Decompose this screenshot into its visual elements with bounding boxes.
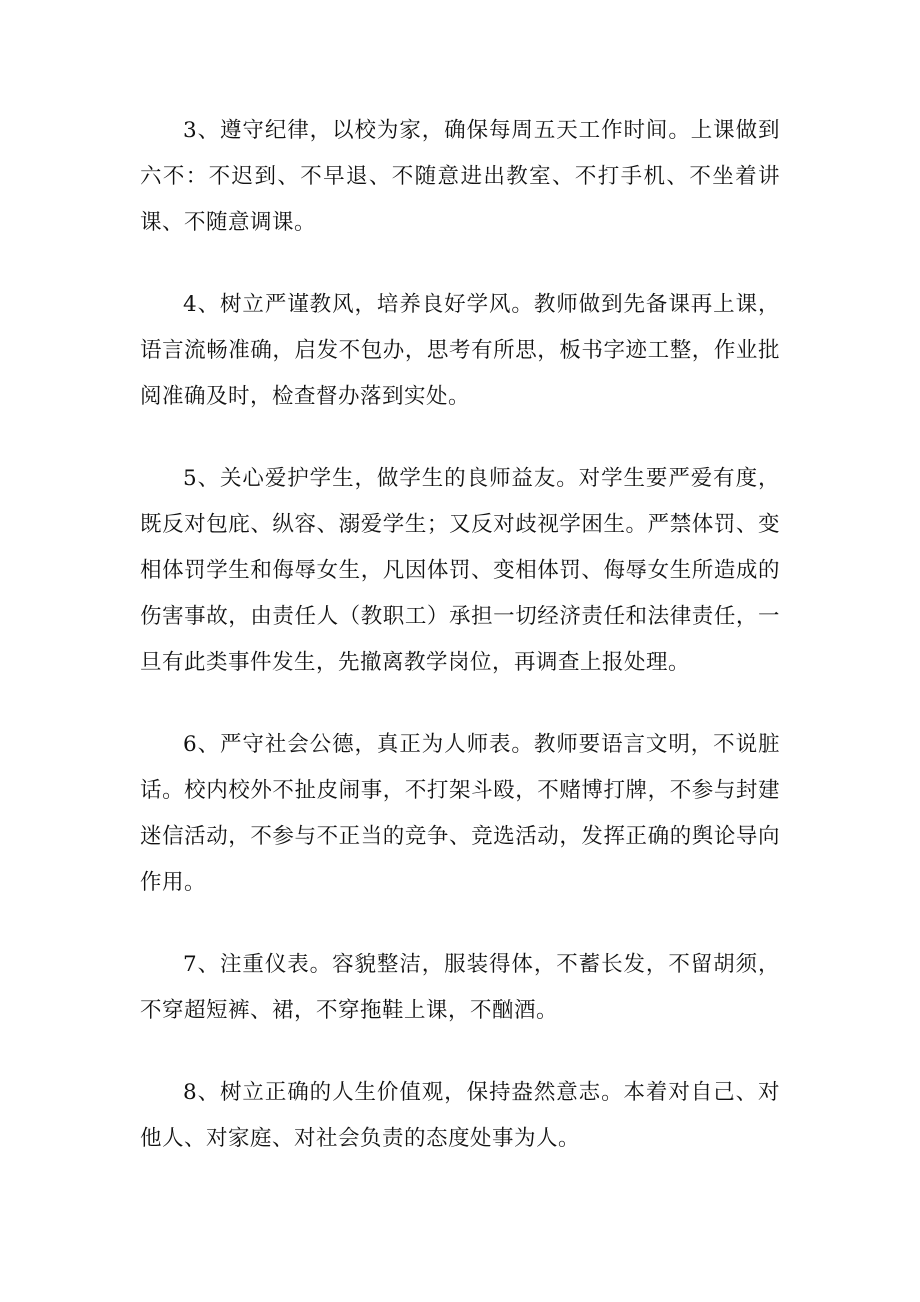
- paragraph-5: 5、关心爱护学生，做学生的良师益友。对学生要严爱有度，既反对包庇、纵容、溺爱学生；又反对歧视学困生。严禁体罚、变相体罚学生和侮辱女生，凡因体罚、变相体罚、侮辱女生所造成的伤害事故，由责任人（教职工）承担一切经济责任和法律责任，一旦有此类事件发生，先撤离教学岗位，再调查上报处理。: [140, 466, 780, 675]
- paragraph-8: 8、树立正确的人生价值观，保持盎然意志。本着对自己、对他人、对家庭、对社会负责的态度处事为人。: [140, 1080, 780, 1151]
- document-body: [140, 108, 780, 1198]
- paragraph-7: 7、注重仪表。容貌整洁，服装得体，不蓄长发，不留胡须，不穿超短裤、裙，不穿拖鞋上课，不酗酒。: [140, 952, 780, 1023]
- paragraph-3: 3、遵守纪律，以校为家，确保每周五天工作时间。上课做到六不：不迟到、不早退、不随意进出教室、不打手机、不坐着讲课、不随意调课。: [140, 118, 780, 235]
- paragraph-4: 4、树立严谨教风，培养良好学风。教师做到先备课再上课，语言流畅准确，启发不包办，思考有所思，板书字迹工整，作业批阅准确及时，检查督办落到实处。: [140, 292, 780, 409]
- paragraph-6: 6、严守社会公德，真正为人师表。教师要语言文明，不说脏话。校内校外不扯皮闹事，不打架斗殴，不赌博打牌，不参与封建迷信活动，不参与不正当的竞争、竞选活动，发挥正确的舆论导向作用。: [140, 732, 780, 895]
